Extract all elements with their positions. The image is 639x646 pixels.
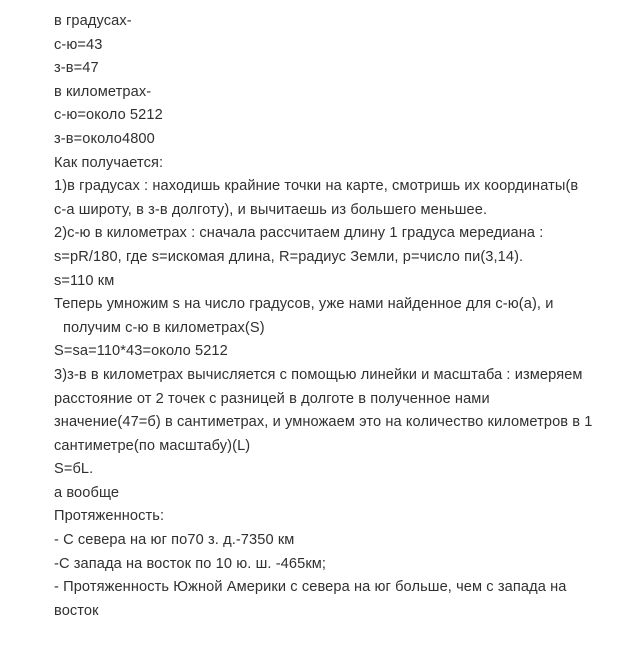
text-line-s-value: s=110 км [54, 272, 115, 289]
text-line-formula: s=pR/180, где s=искомая длина, R=радиус Земли, p=число пи(3,14). [54, 248, 524, 265]
text-line-step1: 1)в градусах : находишь крайние точки на карте, смотришь их координаты(в [54, 178, 579, 195]
text-line-S-formula: S=бL. [54, 461, 94, 478]
text-line-ns-degrees: с-ю=43 [54, 36, 103, 53]
text-line-step3-cont2: значение(47=б) в сантиметрах, и умножаем это на количество километров в 1 [54, 414, 593, 431]
text-line-step1-cont: с-а широту, в з-в долготу), и вычитаешь из большего меньшее. [54, 201, 488, 218]
text-line-degrees-heading: в градусах- [54, 13, 132, 29]
text-line-step3-cont1: расстояние от 2 точек с разницей в долготе в полученное нами [54, 390, 490, 407]
text-line-multiply-cont: получим с-ю в километрах(S) [63, 319, 265, 336]
text-line-west-east: -С запада на восток по 10 ю. ш. -465км; [54, 555, 327, 572]
text-line-ns-km: с-ю=около 5212 [54, 107, 163, 124]
text-line-ew-degrees: з-в=47 [54, 60, 99, 77]
text-line-step3: 3)з-в в километрах вычисляется с помощью линейки и масштаба : измеряем [54, 366, 583, 383]
text-line-step2: 2)с-ю в километрах : сначала рассчитаем длину 1 градуса мередиана : [54, 225, 544, 242]
text-line-step3-cont3: сантиметре(по масштабу)(L) [54, 437, 251, 454]
text-line-extent-heading: Протяженность: [54, 508, 165, 525]
text-line-multiply: Теперь умножим s на число градусов, уже нами найденное для с-ю(а), и [54, 296, 554, 313]
text-line-north-south: - С севера на юг по70 з. д.-7350 км [54, 532, 295, 549]
text-line-how-heading: Как получается: [54, 154, 164, 171]
text-line-conclusion: - Протяженность Южной Америки с севера на юг больше, чем с запада на [54, 579, 567, 596]
text-line-km-heading: в километрах- [54, 83, 152, 100]
text-line-S-value: S=sa=110*43=около 5212 [54, 343, 228, 360]
text-line-ew-km: з-в=около4800 [54, 130, 155, 147]
text-line-in-general: а вообще [54, 484, 120, 501]
text-line-conclusion-cont: восток [54, 602, 99, 619]
answer-text [54, 10, 634, 623]
